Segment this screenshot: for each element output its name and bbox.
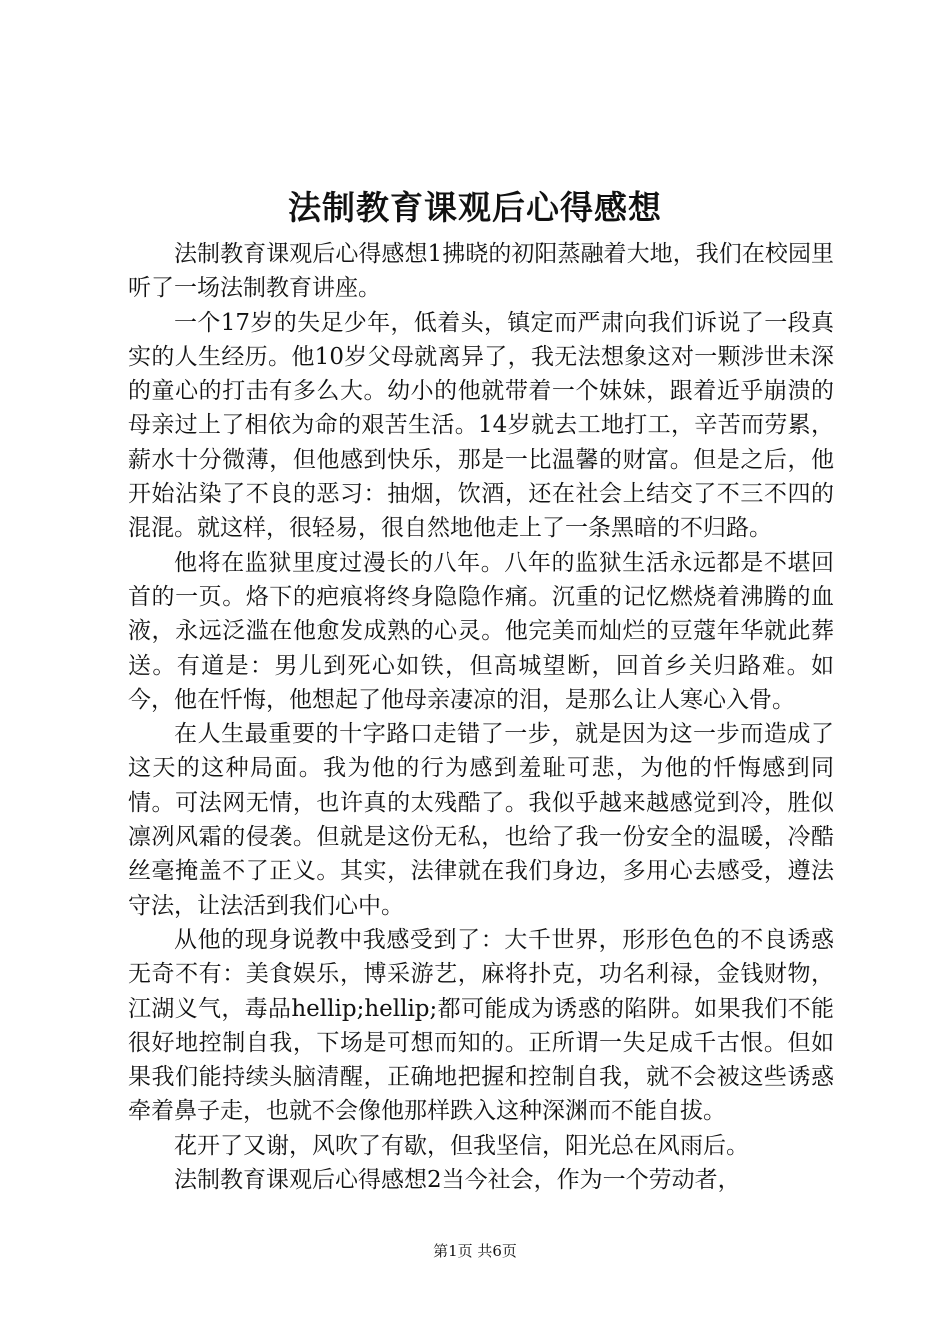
paragraph-7: 法制教育课观后心得感想2当今社会，作为一个劳动者， [174,1167,741,1194]
document-title: 法制教育课观后心得感想 [288,188,662,227]
paragraph-1: 法制教育课观后心得感想1拂晓的初阳蒸融着大地，我们在校园里听了一场法制教育讲座。 [128,241,834,302]
paragraph-2: 一个17岁的失足少年，低着头，镇定而严肃向我们诉说了一段真实的人生经历。他10岁父母就离异了，我无法想象这对一颗涉世未深的童心的打击有多么大。幼小的他就带着一个妹妹，跟着近乎崩溃的母亲过上了相依为命的艰苦生活。14岁就去工地打工，辛苦而劳累，薪水十分微薄，但他感到快乐，那是一比温馨的财富。但是之后，他开始沾染了不良的恶习：抽烟，饮酒，还在社会上结交了不三不四的混混。就这样，很轻易，很自然地他走上了一条黑暗的不归路。 [128,309,834,542]
paragraph-3: 他将在监狱里度过漫长的八年。八年的监狱生活永远都是不堪回首的一页。烙下的疤痕将终身隐隐作痛。沉重的记忆燃烧着沸腾的血液，永远泛滥在他愈发成熟的心灵。他完美而灿烂的豆蔻年华就此葬送。有道是：男儿到死心如铁，但高城望断，回首乡关归路难。如今，他在忏悔，他想起了他母亲凄凉的泪，是那么让人寒心入骨。 [128,549,834,713]
page-footer: 第1页 共6页 [433,1242,517,1260]
paragraph-4: 在人生最重要的十字路口走错了一步，就是因为这一步而造成了这天的这种局面。我为他的行为感到羞耻可悲，为他的忏悔感到同情。可法网无情，也许真的太残酷了。我似乎越来越感觉到冷，胜似凛冽风霜的侵袭。但就是这份无私，也给了我一份安全的温暖，冷酷丝毫掩盖不了正义。其实，法律就在我们身边，多用心去感受，遵法守法，让法活到我们心中。 [128,721,834,919]
document-body [128,237,834,1197]
paragraph-5: 从他的现身说教中我感受到了：大千世界，形形色色的不良诱惑无奇不有：美食娱乐，博采游艺，麻将扑克，功名利禄，金钱财物，江湖义气，毒品hellip;hellip;都可能成为诱惑的陷阱。如果我们不能很好地控制自我，下场是可想而知的。正所谓一失足成千古恨。但如果我们能持续头脑清醒，正确地把握和控制自我，就不会被这些诱惑牵着鼻子走，也就不会像他那样跌入这种深渊而不能自拔。 [128,926,834,1125]
paragraph-6: 花开了又谢，风吹了有歇，但我坚信，阳光总在风雨后。 [174,1132,749,1159]
